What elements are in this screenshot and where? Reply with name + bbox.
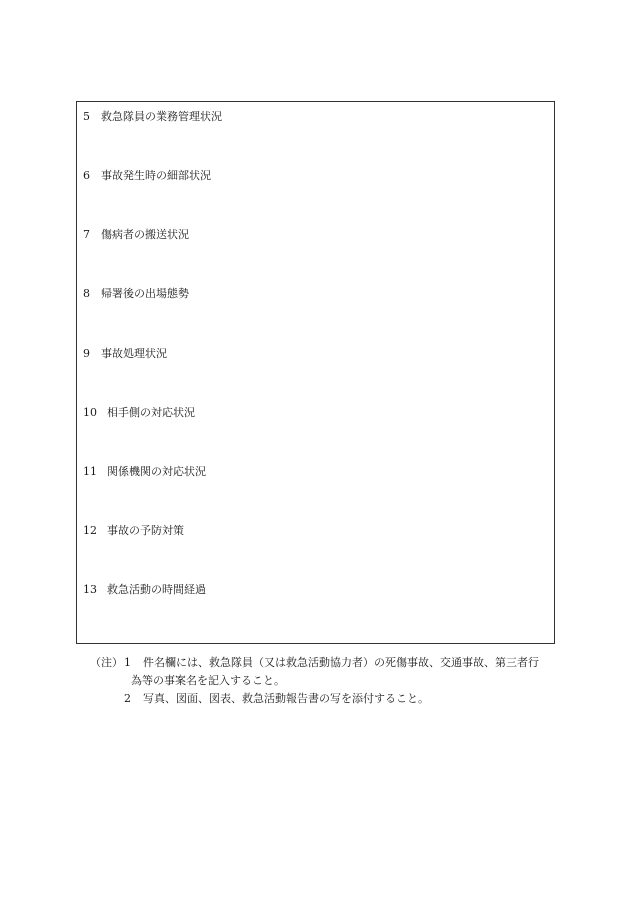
item-label: 救急隊員の業務管理状況 <box>101 110 222 123</box>
item-label: 関係機関の対応状況 <box>107 465 206 478</box>
item-label: 事故処理状況 <box>101 347 167 360</box>
note-1-number: 1 <box>124 656 131 669</box>
note-1-line-1: 件名欄には、救急隊員（又は救急活動協力者）の死傷事故、交通事故、第三者行 <box>143 656 539 669</box>
item-9 <box>83 347 167 361</box>
note-2-text: 写真、図面、図表、救急活動報告書の写を添付すること。 <box>143 692 429 705</box>
note-2-number: 2 <box>124 692 131 705</box>
item-8 <box>83 287 189 301</box>
item-number: 8 <box>83 287 90 300</box>
note-1-line-2: 為等の事案名を記入すること。 <box>131 674 285 687</box>
report-items-frame <box>76 101 555 644</box>
item-number: 7 <box>83 228 90 241</box>
notes-marker: （注） <box>90 656 123 669</box>
item-number: 10 <box>83 406 97 419</box>
item-label: 救急活動の時間経過 <box>107 583 206 596</box>
item-7 <box>83 228 189 242</box>
item-12 <box>83 524 184 538</box>
item-11 <box>83 465 206 479</box>
item-label: 傷病者の搬送状況 <box>101 228 189 241</box>
item-number: 11 <box>83 465 97 478</box>
item-label: 事故の予防対策 <box>107 524 184 537</box>
item-13 <box>83 583 206 597</box>
item-number: 13 <box>83 583 97 596</box>
item-label: 相手側の対応状況 <box>107 406 195 419</box>
item-label: 帰署後の出場態勢 <box>101 287 189 300</box>
item-number: 6 <box>83 169 90 182</box>
item-10 <box>83 406 195 420</box>
item-number: 12 <box>83 524 97 537</box>
item-label: 事故発生時の細部状況 <box>101 169 211 182</box>
item-6 <box>83 169 211 183</box>
item-number: 9 <box>83 347 90 360</box>
item-5 <box>83 110 222 124</box>
item-number: 5 <box>83 110 90 123</box>
